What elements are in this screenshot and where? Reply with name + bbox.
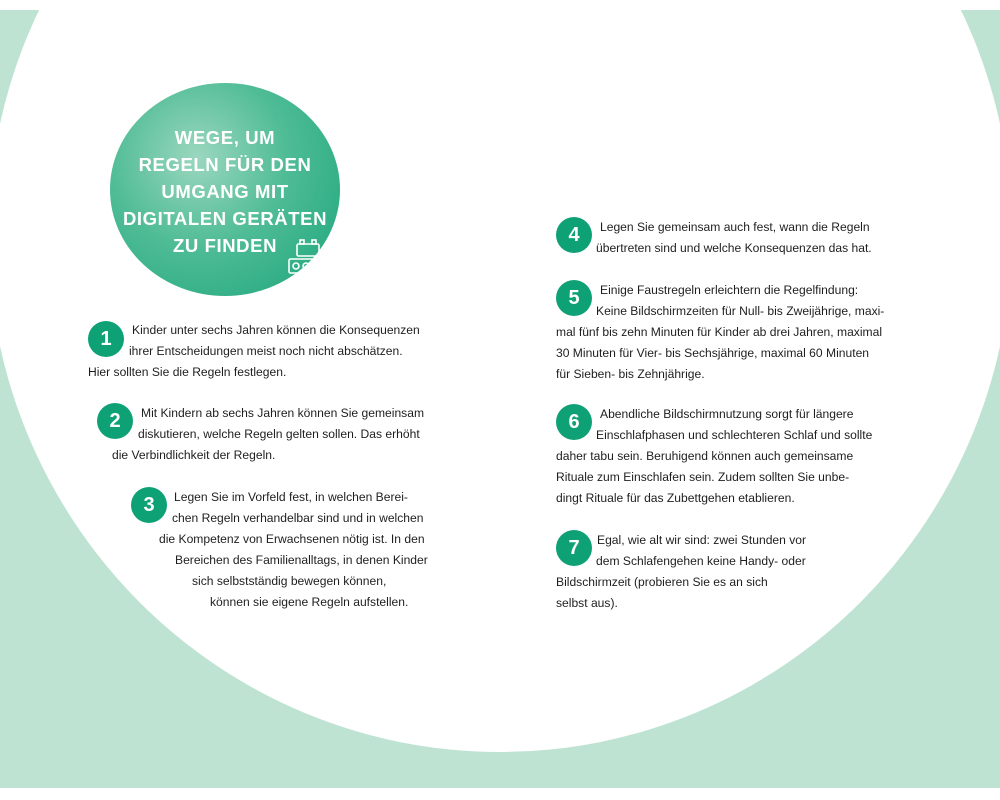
tip-3-text: Legen Sie im Vorfeld fest, in welchen Berei- chen Regeln verhandelbar sind und in welchen die Kompetenz von Erwachsenen nötig ist. In den Bereichen des Familienalltags, in denen Kinder sich selbstständig bewegen können, können sie eigene Regeln aufstellen.	[159, 490, 428, 609]
tip-7-badge: 7	[556, 530, 592, 566]
tip-3-badge: 3	[131, 487, 167, 523]
tip-4-badge: 4	[556, 217, 592, 253]
tip-1-text: Kinder unter sechs Jahren können die Konsequenzen ihrer Entscheidungen meist noch nicht abschätzen. Hier sollten Sie die Regeln festlegen.	[88, 323, 420, 379]
tip-6-text: Abendliche Bildschirmnutzung sorgt für längere Einschlafphasen und schlechteren Schlaf und sollte daher tabu sein. Beruhigend können auch gemeinsame Rituale zum Einschlafen sein. Zudem sollten Sie unbe- dingt Rituale für das Zubettgehen etablieren.	[556, 407, 873, 505]
tip-5-text: Einige Faustregeln erleichtern die Regelfindung: Keine Bildschirmzeiten für Null- bis Zweijährige, maxi- mal fünf bis zehn Minuten für Kinder ab drei Jahren, maximal 30 Minuten für Vier- bis Sechsjährige, maximal 60 Minuten für Sieben- bis Zehnjährige.	[556, 283, 885, 381]
tip-2-text: Mit Kindern ab sechs Jahren können Sie gemeinsam diskutieren, welche Regeln gelten sollen. Das erhöht die Verbindlichkeit der Regeln.	[112, 406, 425, 462]
tip-7-text: Egal, wie alt wir sind: zwei Stunden vor dem Schlafengehen keine Handy- oder Bildschirmzeit (probieren Sie es an sich selbst aus).	[556, 533, 807, 610]
title-line: DIGITALEN GERÄTEN	[122, 208, 328, 229]
tip-1-badge: 1	[88, 321, 124, 357]
tip-2-badge: 2	[97, 403, 133, 439]
title-line: UMGANG MIT	[161, 181, 289, 202]
tip-4-text: Legen Sie gemeinsam auch fest, wann die Regeln übertreten sind und welche Konsequenzen das hat.	[596, 220, 872, 255]
title-line: WEGE, UM	[174, 127, 276, 148]
building-blocks-icon	[287, 238, 339, 276]
tip-6-badge: 6	[556, 404, 592, 440]
tip-5-badge: 5	[556, 280, 592, 316]
title-line: ZU FINDEN	[172, 235, 278, 256]
title-line: REGELN FÜR DEN	[138, 154, 312, 175]
